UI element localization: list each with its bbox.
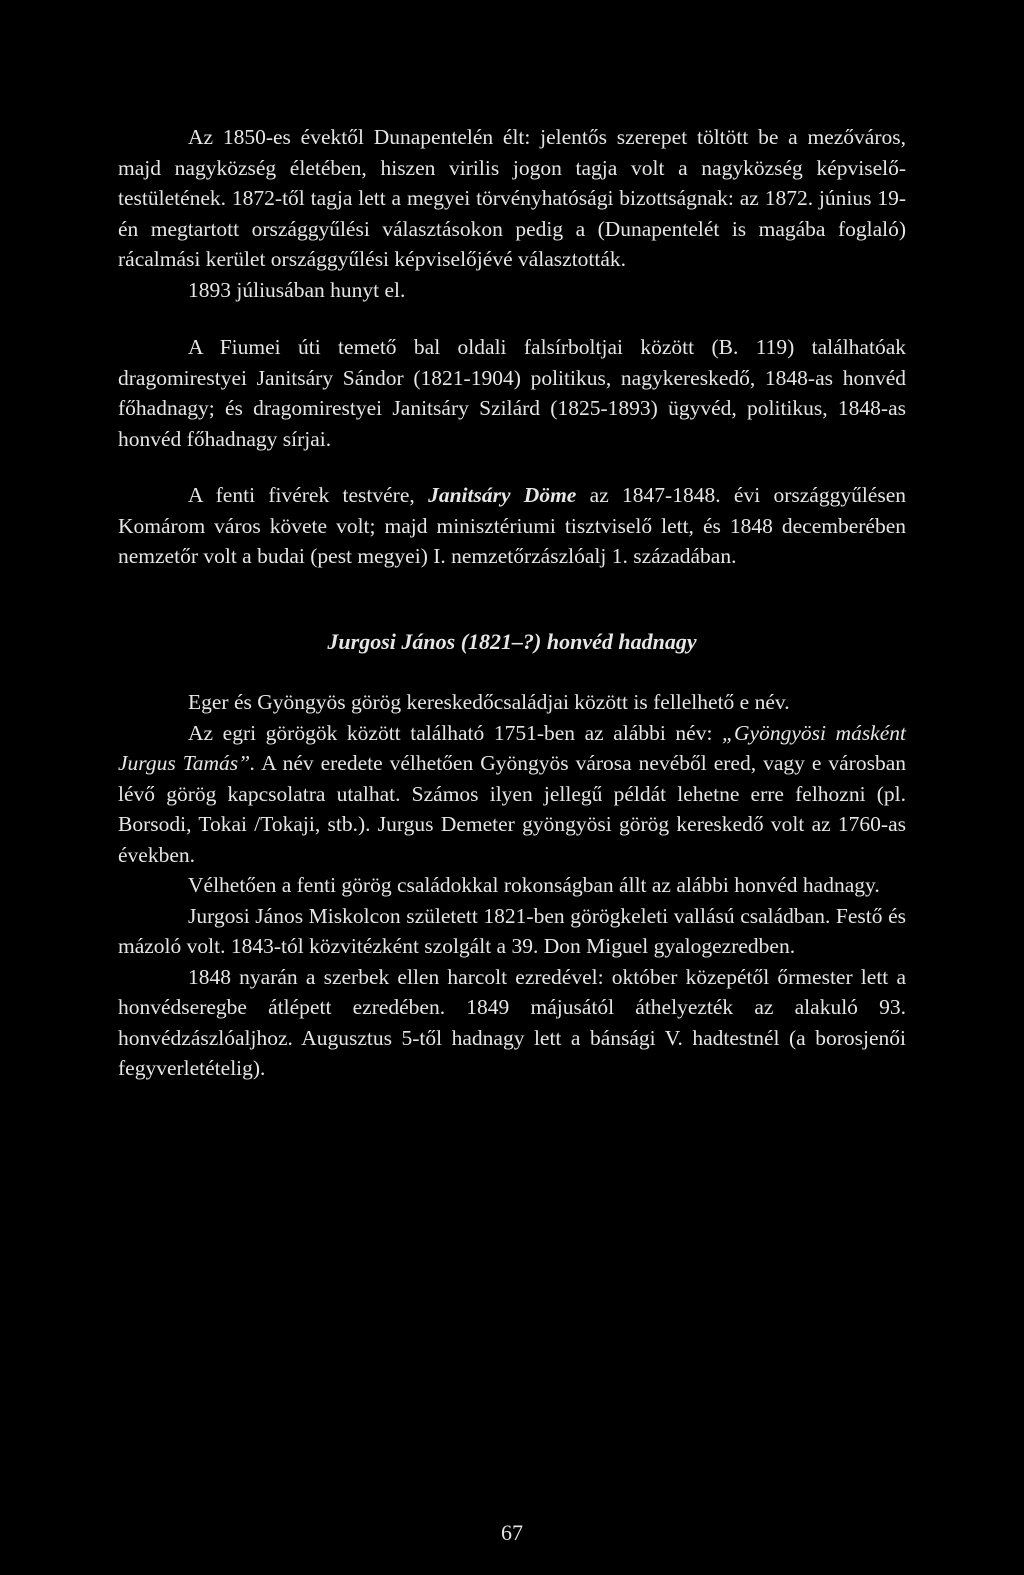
paragraph-service: 1848 nyarán a szerbek ellen harcolt ezredével: október közepétől őrmester lett a honvédseregbe átlépett ezredében. 1849 májusától áthelyezték az alakuló 93. honvédzászlóaljhoz. Augusztus 5-től hadnagy lett a bánsági V. hadtestnél (a borosjenői fegyverletételig).: [118, 964, 906, 1080]
brother-name: Janitsáry Döme: [428, 483, 577, 507]
paragraph-eger-greeks: [118, 718, 906, 871]
historical-name-quote: „Gyöngyösi másként Jurgus Tamás”.: [118, 720, 906, 775]
brother-intro: A fenti fivérek testvére,: [188, 483, 415, 507]
brother-details: az 1847-1848. évi országgyűlésen Komárom város követe volt; majd minisztériumi tisztviselő lett, és 1848 decemberében nemzetőr volt a budai (pest megyei) I. nemzetőrzászlóalj 1. századában.: [118, 483, 907, 568]
paragraph-brother: [118, 480, 906, 572]
paragraph-relation: Vélhetően a fenti görög családokkal rokonságban állt az alábbi honvéd hadnagy.: [188, 873, 880, 897]
paragraph-residence: Az 1850-es évektől Dunapentelén élt: jelentős szerepet töltött be a mezőváros, majd nagyközség életében, hiszen virilis jogon tagja volt a nagyközség képviselő-testületének. 1872-től tagja lett a megyei törvényhatósági bizottságnak: az 1872. június 19-én megtartott országgyűlési választásokon pedig a (Dunapentelét is magába foglaló) rácalmási kerület országgyűlési képviselőjévé választották.: [118, 125, 906, 271]
body-text: [118, 122, 906, 1084]
paragraph-death: 1893 júliusában hunyt el.: [188, 277, 406, 302]
section-title: Jurgosi János (1821–?) honvéd hadnagy: [327, 628, 697, 654]
eger-intro: Az egri görögök között található 1751-ben az alábbi név:: [188, 720, 713, 745]
paragraph-cemetery: A Fiumei úti temető bal oldali falsírboltjai között (B. 119) találhatóak dragomirestyei Janitsáry Sándor (1821-1904) politikus, nagykereskedő, 1848-as honvéd főhadnagy; és dragomirestyei Janitsáry Szilárd (1825-1893) ügyvéd, politikus, 1848-as honvéd főhadnagy sírjai.: [118, 335, 906, 451]
page-number: 67: [501, 1520, 523, 1545]
paragraph-birth: Jurgosi János Miskolcon született 1821-ben görögkeleti vallású családban. Festő és mázoló volt. 1843-tól közvitézként szolgált a 39. Don Miguel gyalogezredben.: [118, 903, 906, 958]
eger-details: A név eredete vélhetően Gyöngyös városa nevéből ered, vagy e városban lévő görög kapcsolatra utalhat. Számos ilyen jellegű példát lehetne erre felhozni (pl. Borsodi, Tokai /Tokaji, stb.). Jurgus Demeter gyöngyösi görög kereskedő volt az 1760-as években.: [118, 751, 906, 867]
paragraph-name-origin: Eger és Gyöngyös görög kereskedőcsaládjai között is fellelhető e név.: [188, 690, 790, 714]
